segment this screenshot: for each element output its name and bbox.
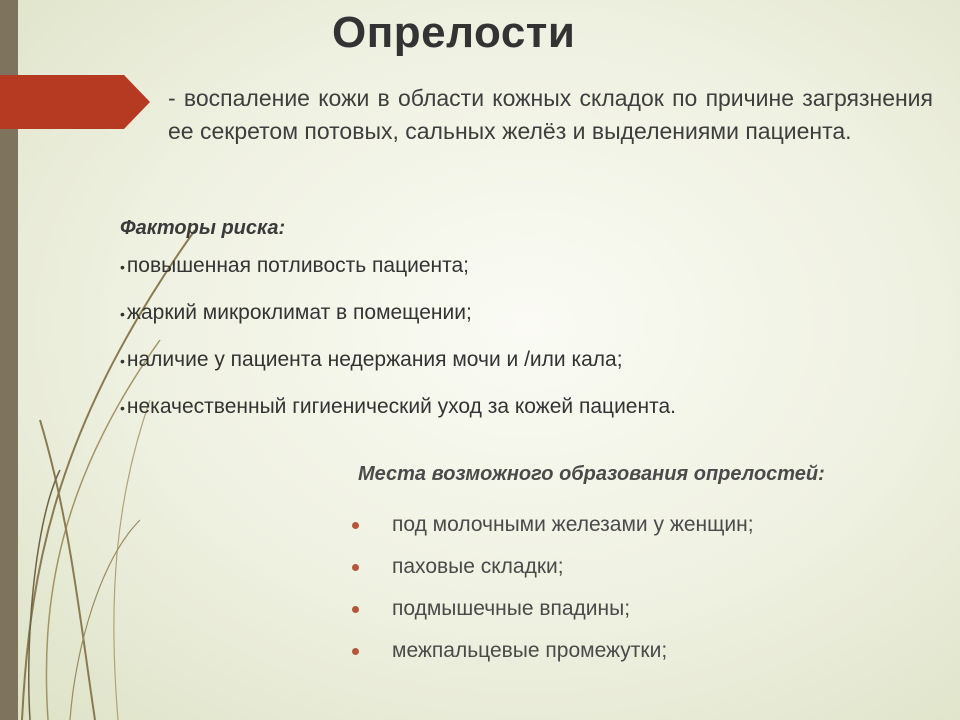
place-text: межпальцевые промежутки;: [392, 639, 668, 662]
list-item: [352, 630, 754, 672]
bullet-icon: •: [120, 306, 125, 322]
bullet-icon: •: [120, 353, 125, 369]
place-text: подмышечные впадины;: [392, 597, 631, 620]
list-item: [120, 254, 676, 301]
list-item: [120, 395, 676, 442]
bullet-dot-icon: [352, 522, 359, 529]
bullet-icon: •: [120, 259, 125, 275]
list-item: [352, 546, 754, 588]
list-item: [120, 348, 676, 395]
list-item: [352, 504, 754, 546]
slide-title: Опрелости: [332, 8, 576, 57]
risk-factor-text: некачественный гигиенический уход за кожей пациента.: [126, 395, 676, 418]
bullet-dot-icon: [352, 648, 359, 655]
places-heading: Места возможного образования опрелостей:: [358, 463, 825, 485]
place-text: под молочными железами у женщин;: [392, 513, 754, 536]
list-item: [352, 588, 754, 630]
list-item: [120, 301, 676, 348]
places-list: [352, 504, 754, 672]
risk-factor-text: наличие у пациента недержания мочи и /или кала;: [126, 348, 623, 371]
risk-factors-heading: Факторы риска:: [120, 217, 286, 239]
definition-text: - воспаление кожи в области кожных складок по причине загрязнения ее секретом потовых, сальных желёз и выделениями пациента.: [168, 85, 933, 144]
bullet-dot-icon: [352, 606, 359, 613]
place-text: паховые складки;: [392, 555, 564, 578]
risk-factors-list: [120, 254, 676, 442]
bullet-dot-icon: [352, 564, 359, 571]
accent-arrow-shape: [0, 75, 150, 129]
risk-factor-text: жаркий микроклимат в помещении;: [126, 301, 472, 324]
risk-factor-text: повышенная потливость пациента;: [126, 254, 470, 277]
bullet-icon: •: [120, 400, 125, 416]
